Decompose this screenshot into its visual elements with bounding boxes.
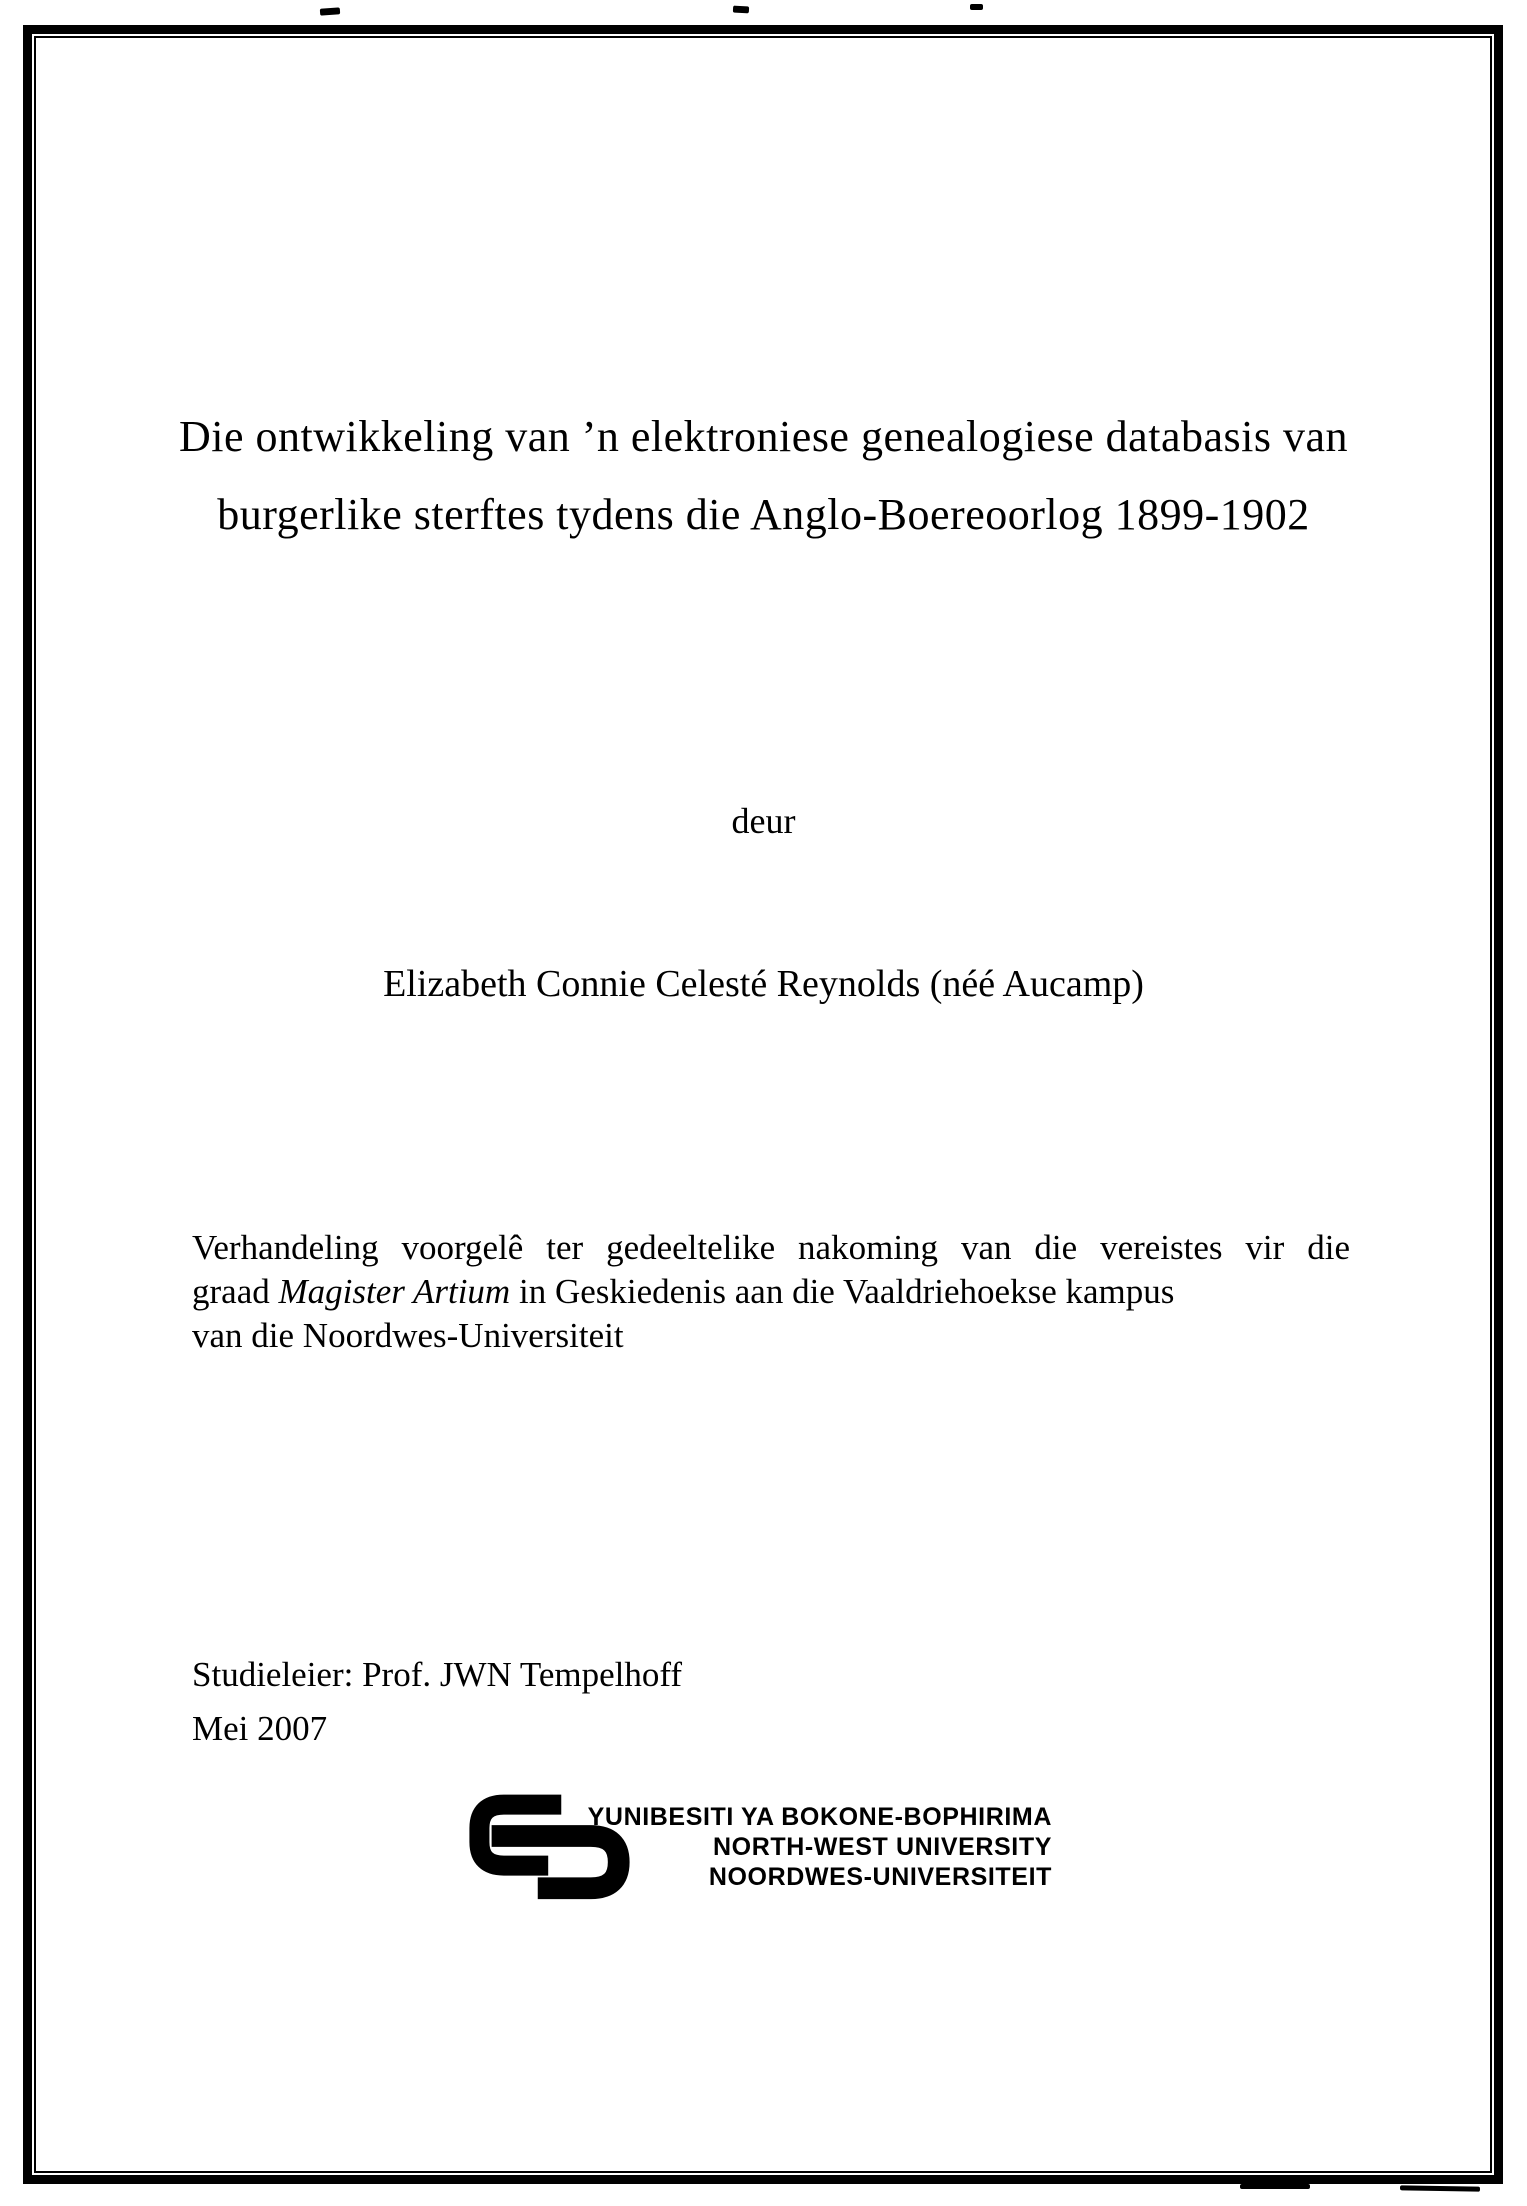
supervisor-line: Studieleier: Prof. JWN Tempelhoff xyxy=(192,1655,683,1694)
scan-artifact xyxy=(970,4,983,10)
degree-statement-line-3: van die Noordwes-Universiteit xyxy=(192,1316,624,1355)
degree-statement-line-2-pre: graad xyxy=(192,1272,279,1311)
degree-statement-line-2 xyxy=(192,1270,1350,1314)
logo-text-line-1: YUNIBESITI YA BOKONE-BOPHIRIMA xyxy=(587,1803,1052,1831)
degree-name-italic: Magister Artium xyxy=(278,1272,511,1311)
scan-artifact xyxy=(1240,2184,1310,2189)
author-name: Elizabeth Connie Celesté Reynolds (néé Aucamp) xyxy=(383,963,1144,1005)
scan-artifact xyxy=(1400,2185,1480,2191)
university-logo-text xyxy=(578,1802,1052,1892)
thesis-title-line-2: burgerlike sterftes tydens die Anglo-Boereoorlog 1899-1902 xyxy=(217,490,1310,539)
degree-statement-line-2-post: in Geskiedenis aan die Vaaldriehoekse kampus xyxy=(510,1272,1175,1311)
byline: deur xyxy=(731,801,796,841)
logo-text-line-2: NORTH-WEST UNIVERSITY xyxy=(713,1833,1052,1861)
degree-statement-line-1: Verhandeling voorgelê ter gedeeltelike nakoming van die vereistes vir die xyxy=(192,1228,1350,1267)
university-logo xyxy=(458,1782,1068,1957)
logo-text-line-3: NOORDWES-UNIVERSITEIT xyxy=(708,1863,1052,1891)
supervisor-block xyxy=(192,1648,682,1756)
thesis-title-line-1: Die ontwikkeling van ’n elektroniese genealogiese databasis van xyxy=(178,412,1348,461)
scan-artifact xyxy=(320,7,340,15)
degree-statement xyxy=(192,1226,1350,1358)
thesis-title xyxy=(0,398,1527,554)
date-line: Mei 2007 xyxy=(192,1709,328,1748)
scan-artifact xyxy=(733,6,749,14)
